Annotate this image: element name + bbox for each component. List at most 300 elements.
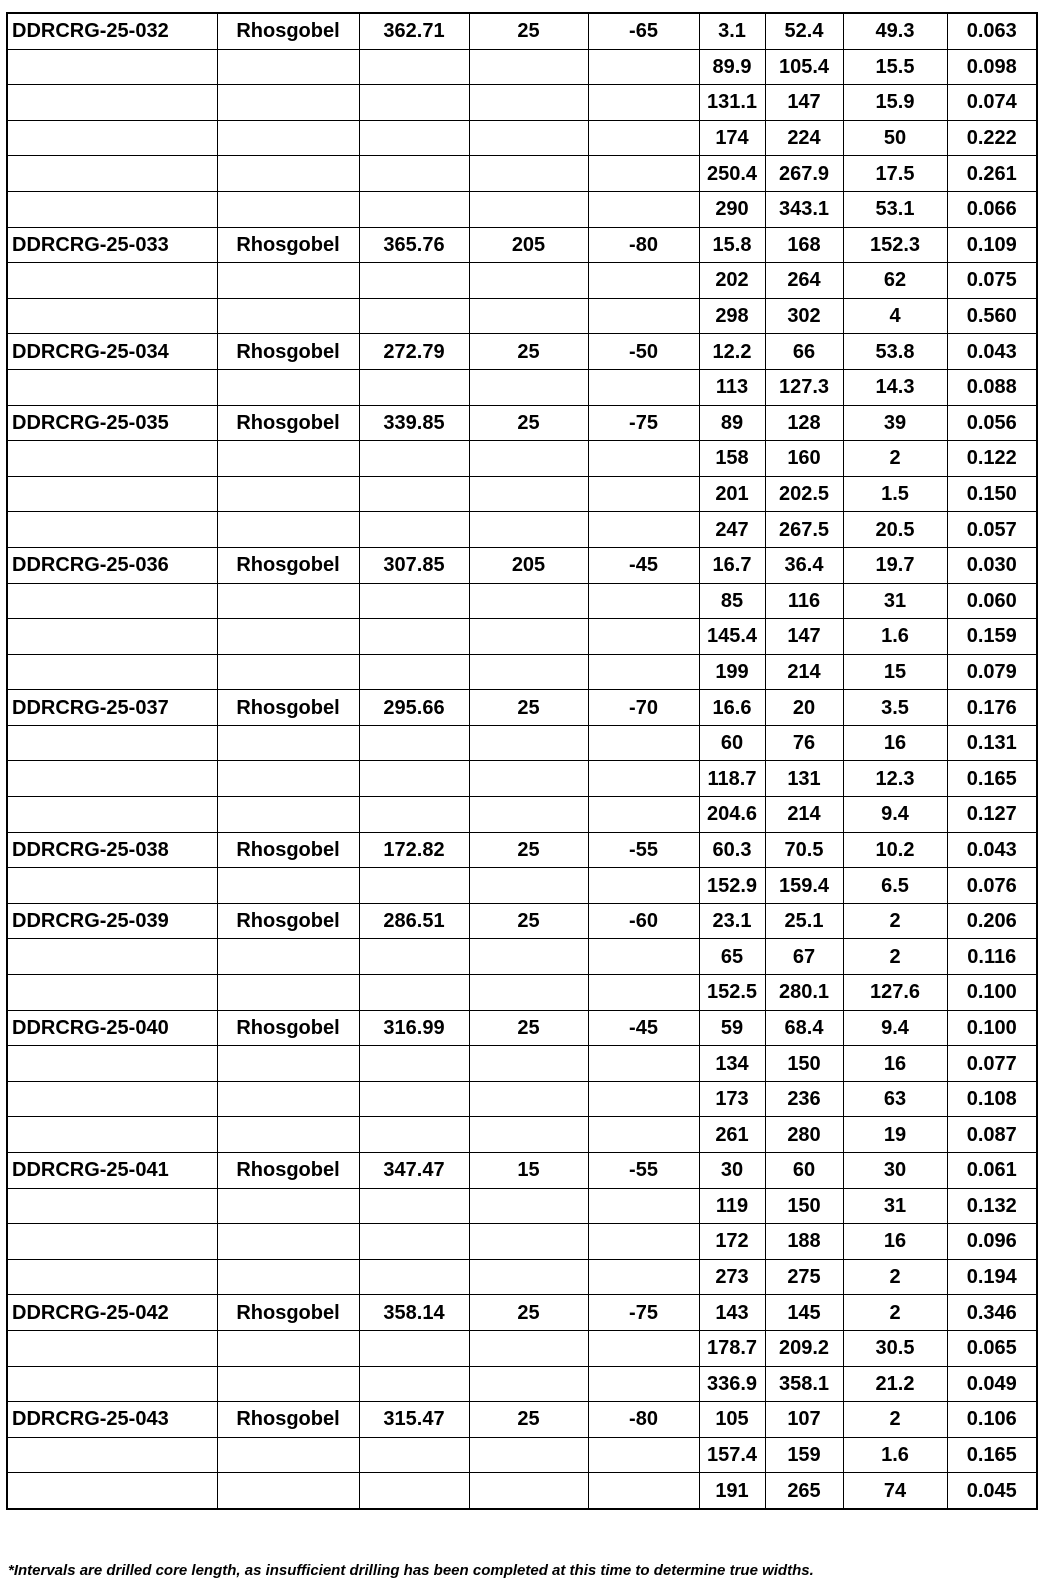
table-row: [7, 1295, 1037, 1331]
from-cell: 247: [699, 512, 765, 548]
hole-id-cell: [7, 797, 217, 833]
prospect-cell: [217, 85, 359, 121]
table-row: [7, 690, 1037, 726]
hole-id-cell: DDRCRG-25-040: [7, 1010, 217, 1046]
dip-cell: [588, 654, 699, 690]
prospect-cell: [217, 1046, 359, 1082]
hole-id-cell: [7, 85, 217, 121]
azimuth-cell: 25: [469, 334, 588, 370]
to-cell: 145: [765, 1295, 843, 1331]
interval-cell: 1.5: [843, 476, 947, 512]
prospect-cell: Rhosgobel: [217, 13, 359, 49]
dip-cell: [588, 156, 699, 192]
grade-cell: 0.098: [947, 49, 1037, 85]
table-row: [7, 1010, 1037, 1046]
to-cell: 358.1: [765, 1366, 843, 1402]
from-cell: 30: [699, 1153, 765, 1189]
to-cell: 66: [765, 334, 843, 370]
dip-cell: [588, 583, 699, 619]
to-cell: 131: [765, 761, 843, 797]
grade-cell: 0.065: [947, 1330, 1037, 1366]
from-cell: 157.4: [699, 1437, 765, 1473]
hole-id-cell: [7, 583, 217, 619]
table-row: [7, 1402, 1037, 1438]
azimuth-cell: [469, 441, 588, 477]
hole-id-cell: [7, 725, 217, 761]
prospect-cell: [217, 583, 359, 619]
elevation-cell: [359, 191, 469, 227]
hole-id-cell: [7, 369, 217, 405]
dip-cell: -80: [588, 1402, 699, 1438]
table-row: [7, 547, 1037, 583]
elevation-cell: [359, 512, 469, 548]
prospect-cell: Rhosgobel: [217, 405, 359, 441]
from-cell: 89: [699, 405, 765, 441]
table-row: [7, 619, 1037, 655]
grade-cell: 0.056: [947, 405, 1037, 441]
grade-cell: 0.261: [947, 156, 1037, 192]
elevation-cell: [359, 1188, 469, 1224]
azimuth-cell: [469, 975, 588, 1011]
interval-cell: 9.4: [843, 1010, 947, 1046]
azimuth-cell: [469, 476, 588, 512]
from-cell: 250.4: [699, 156, 765, 192]
elevation-cell: [359, 441, 469, 477]
grade-cell: 0.043: [947, 832, 1037, 868]
from-cell: 261: [699, 1117, 765, 1153]
azimuth-cell: [469, 1046, 588, 1082]
azimuth-cell: [469, 1330, 588, 1366]
from-cell: 191: [699, 1473, 765, 1509]
table-row: [7, 512, 1037, 548]
table-row: [7, 1366, 1037, 1402]
dip-cell: -70: [588, 690, 699, 726]
azimuth-cell: [469, 369, 588, 405]
prospect-cell: [217, 1259, 359, 1295]
prospect-cell: Rhosgobel: [217, 832, 359, 868]
elevation-cell: 307.85: [359, 547, 469, 583]
table-row: [7, 49, 1037, 85]
elevation-cell: 316.99: [359, 1010, 469, 1046]
to-cell: 343.1: [765, 191, 843, 227]
interval-cell: 12.3: [843, 761, 947, 797]
from-cell: 199: [699, 654, 765, 690]
from-cell: 105: [699, 1402, 765, 1438]
to-cell: 224: [765, 120, 843, 156]
dip-cell: [588, 868, 699, 904]
azimuth-cell: [469, 85, 588, 121]
grade-cell: 0.176: [947, 690, 1037, 726]
to-cell: 20: [765, 690, 843, 726]
elevation-cell: [359, 619, 469, 655]
hole-id-cell: [7, 1188, 217, 1224]
interval-cell: 15: [843, 654, 947, 690]
interval-cell: 30: [843, 1153, 947, 1189]
table-row: [7, 120, 1037, 156]
from-cell: 60: [699, 725, 765, 761]
grade-cell: 0.075: [947, 263, 1037, 299]
from-cell: 134: [699, 1046, 765, 1082]
elevation-cell: 286.51: [359, 903, 469, 939]
elevation-cell: [359, 725, 469, 761]
to-cell: 107: [765, 1402, 843, 1438]
table-row: [7, 227, 1037, 263]
prospect-cell: Rhosgobel: [217, 227, 359, 263]
from-cell: 173: [699, 1081, 765, 1117]
dip-cell: [588, 1259, 699, 1295]
azimuth-cell: 25: [469, 1010, 588, 1046]
azimuth-cell: [469, 1437, 588, 1473]
elevation-cell: 347.47: [359, 1153, 469, 1189]
azimuth-cell: [469, 619, 588, 655]
from-cell: 336.9: [699, 1366, 765, 1402]
to-cell: 128: [765, 405, 843, 441]
from-cell: 60.3: [699, 832, 765, 868]
grade-cell: 0.088: [947, 369, 1037, 405]
to-cell: 159: [765, 1437, 843, 1473]
prospect-cell: [217, 975, 359, 1011]
grade-cell: 0.194: [947, 1259, 1037, 1295]
hole-id-cell: DDRCRG-25-036: [7, 547, 217, 583]
to-cell: 150: [765, 1046, 843, 1082]
to-cell: 280: [765, 1117, 843, 1153]
hole-id-cell: DDRCRG-25-038: [7, 832, 217, 868]
to-cell: 265: [765, 1473, 843, 1509]
dip-cell: [588, 1473, 699, 1509]
azimuth-cell: 25: [469, 690, 588, 726]
grade-cell: 0.106: [947, 1402, 1037, 1438]
prospect-cell: [217, 369, 359, 405]
hole-id-cell: [7, 1259, 217, 1295]
grade-cell: 0.560: [947, 298, 1037, 334]
prospect-cell: Rhosgobel: [217, 334, 359, 370]
grade-cell: 0.087: [947, 1117, 1037, 1153]
grade-cell: 0.066: [947, 191, 1037, 227]
grade-cell: 0.222: [947, 120, 1037, 156]
to-cell: 60: [765, 1153, 843, 1189]
interval-cell: 16: [843, 725, 947, 761]
table-row: [7, 476, 1037, 512]
azimuth-cell: 205: [469, 547, 588, 583]
grade-cell: 0.030: [947, 547, 1037, 583]
azimuth-cell: [469, 1366, 588, 1402]
from-cell: 204.6: [699, 797, 765, 833]
elevation-cell: [359, 120, 469, 156]
elevation-cell: [359, 1224, 469, 1260]
dip-cell: [588, 191, 699, 227]
prospect-cell: [217, 120, 359, 156]
interval-cell: 9.4: [843, 797, 947, 833]
interval-cell: 2: [843, 939, 947, 975]
grade-cell: 0.109: [947, 227, 1037, 263]
hole-id-cell: [7, 939, 217, 975]
grade-cell: 0.165: [947, 761, 1037, 797]
interval-cell: 2: [843, 1295, 947, 1331]
to-cell: 302: [765, 298, 843, 334]
prospect-cell: Rhosgobel: [217, 1402, 359, 1438]
elevation-cell: 172.82: [359, 832, 469, 868]
hole-id-cell: DDRCRG-25-043: [7, 1402, 217, 1438]
elevation-cell: [359, 1081, 469, 1117]
azimuth-cell: [469, 1224, 588, 1260]
hole-id-cell: DDRCRG-25-037: [7, 690, 217, 726]
dip-cell: [588, 1117, 699, 1153]
table-row: [7, 583, 1037, 619]
table-row: [7, 369, 1037, 405]
azimuth-cell: [469, 583, 588, 619]
hole-id-cell: [7, 441, 217, 477]
prospect-cell: [217, 797, 359, 833]
hole-id-cell: [7, 512, 217, 548]
to-cell: 280.1: [765, 975, 843, 1011]
to-cell: 267.9: [765, 156, 843, 192]
prospect-cell: [217, 725, 359, 761]
elevation-cell: [359, 1117, 469, 1153]
dip-cell: [588, 1188, 699, 1224]
prospect-cell: Rhosgobel: [217, 1010, 359, 1046]
prospect-cell: Rhosgobel: [217, 1153, 359, 1189]
elevation-cell: [359, 156, 469, 192]
azimuth-cell: [469, 654, 588, 690]
elevation-cell: 362.71: [359, 13, 469, 49]
grade-cell: 0.159: [947, 619, 1037, 655]
elevation-cell: [359, 975, 469, 1011]
azimuth-cell: [469, 1259, 588, 1295]
hole-id-cell: [7, 1224, 217, 1260]
interval-cell: 19: [843, 1117, 947, 1153]
to-cell: 214: [765, 654, 843, 690]
hole-id-cell: [7, 120, 217, 156]
table-row: [7, 797, 1037, 833]
dip-cell: [588, 49, 699, 85]
interval-cell: 39: [843, 405, 947, 441]
dip-cell: [588, 939, 699, 975]
prospect-cell: [217, 1117, 359, 1153]
grade-cell: 0.043: [947, 334, 1037, 370]
hole-id-cell: DDRCRG-25-042: [7, 1295, 217, 1331]
elevation-cell: [359, 369, 469, 405]
table-row: [7, 1224, 1037, 1260]
dip-cell: [588, 369, 699, 405]
azimuth-cell: [469, 1081, 588, 1117]
dip-cell: [588, 263, 699, 299]
table-row: [7, 975, 1037, 1011]
to-cell: 25.1: [765, 903, 843, 939]
prospect-cell: Rhosgobel: [217, 1295, 359, 1331]
interval-cell: 16: [843, 1046, 947, 1082]
azimuth-cell: 25: [469, 13, 588, 49]
grade-cell: 0.076: [947, 868, 1037, 904]
table-row: [7, 939, 1037, 975]
interval-cell: 14.3: [843, 369, 947, 405]
from-cell: 59: [699, 1010, 765, 1046]
interval-cell: 152.3: [843, 227, 947, 263]
table-row: [7, 1046, 1037, 1082]
elevation-cell: 315.47: [359, 1402, 469, 1438]
dip-cell: [588, 298, 699, 334]
elevation-cell: [359, 1046, 469, 1082]
from-cell: 119: [699, 1188, 765, 1224]
prospect-cell: [217, 939, 359, 975]
to-cell: 209.2: [765, 1330, 843, 1366]
interval-cell: 63: [843, 1081, 947, 1117]
to-cell: 68.4: [765, 1010, 843, 1046]
prospect-cell: [217, 49, 359, 85]
to-cell: 275: [765, 1259, 843, 1295]
azimuth-cell: 205: [469, 227, 588, 263]
grade-cell: 0.100: [947, 975, 1037, 1011]
to-cell: 105.4: [765, 49, 843, 85]
azimuth-cell: [469, 298, 588, 334]
from-cell: 298: [699, 298, 765, 334]
grade-cell: 0.074: [947, 85, 1037, 121]
prospect-cell: [217, 761, 359, 797]
interval-cell: 2: [843, 1259, 947, 1295]
hole-id-cell: [7, 191, 217, 227]
from-cell: 12.2: [699, 334, 765, 370]
grade-cell: 0.131: [947, 725, 1037, 761]
interval-cell: 4: [843, 298, 947, 334]
from-cell: 85: [699, 583, 765, 619]
table-row: [7, 156, 1037, 192]
from-cell: 178.7: [699, 1330, 765, 1366]
to-cell: 188: [765, 1224, 843, 1260]
table-row: [7, 13, 1037, 49]
prospect-cell: [217, 1081, 359, 1117]
from-cell: 172: [699, 1224, 765, 1260]
interval-cell: 53.8: [843, 334, 947, 370]
dip-cell: [588, 1366, 699, 1402]
azimuth-cell: 25: [469, 832, 588, 868]
from-cell: 23.1: [699, 903, 765, 939]
elevation-cell: 358.14: [359, 1295, 469, 1331]
grade-cell: 0.132: [947, 1188, 1037, 1224]
azimuth-cell: [469, 868, 588, 904]
prospect-cell: [217, 476, 359, 512]
interval-cell: 127.6: [843, 975, 947, 1011]
to-cell: 67: [765, 939, 843, 975]
interval-cell: 1.6: [843, 1437, 947, 1473]
azimuth-cell: 25: [469, 1402, 588, 1438]
prospect-cell: [217, 512, 359, 548]
azimuth-cell: [469, 191, 588, 227]
interval-cell: 15.5: [843, 49, 947, 85]
grade-cell: 0.057: [947, 512, 1037, 548]
hole-id-cell: [7, 975, 217, 1011]
azimuth-cell: 25: [469, 1295, 588, 1331]
prospect-cell: [217, 868, 359, 904]
prospect-cell: Rhosgobel: [217, 547, 359, 583]
prospect-cell: [217, 1473, 359, 1509]
dip-cell: [588, 1081, 699, 1117]
interval-cell: 20.5: [843, 512, 947, 548]
to-cell: 214: [765, 797, 843, 833]
dip-cell: -80: [588, 227, 699, 263]
grade-cell: 0.206: [947, 903, 1037, 939]
grade-cell: 0.079: [947, 654, 1037, 690]
hole-id-cell: [7, 1330, 217, 1366]
prospect-cell: [217, 263, 359, 299]
table-row: [7, 85, 1037, 121]
table-row: [7, 1188, 1037, 1224]
to-cell: 76: [765, 725, 843, 761]
table-row: [7, 263, 1037, 299]
to-cell: 150: [765, 1188, 843, 1224]
hole-id-cell: [7, 654, 217, 690]
azimuth-cell: 15: [469, 1153, 588, 1189]
to-cell: 264: [765, 263, 843, 299]
to-cell: 160: [765, 441, 843, 477]
azimuth-cell: [469, 761, 588, 797]
from-cell: 273: [699, 1259, 765, 1295]
elevation-cell: [359, 868, 469, 904]
table-row: [7, 868, 1037, 904]
hole-id-cell: [7, 1081, 217, 1117]
dip-cell: -50: [588, 334, 699, 370]
hole-id-cell: [7, 263, 217, 299]
grade-cell: 0.116: [947, 939, 1037, 975]
azimuth-cell: [469, 939, 588, 975]
table-row: [7, 1259, 1037, 1295]
grade-cell: 0.063: [947, 13, 1037, 49]
prospect-cell: Rhosgobel: [217, 903, 359, 939]
table-row: [7, 1473, 1037, 1509]
azimuth-cell: [469, 1473, 588, 1509]
dip-cell: [588, 1330, 699, 1366]
dip-cell: [588, 619, 699, 655]
azimuth-cell: [469, 512, 588, 548]
hole-id-cell: [7, 476, 217, 512]
table-row: [7, 654, 1037, 690]
table-row: [7, 1153, 1037, 1189]
hole-id-cell: [7, 868, 217, 904]
to-cell: 70.5: [765, 832, 843, 868]
from-cell: 16.6: [699, 690, 765, 726]
prospect-cell: [217, 191, 359, 227]
from-cell: 16.7: [699, 547, 765, 583]
interval-cell: 31: [843, 1188, 947, 1224]
interval-cell: 17.5: [843, 156, 947, 192]
elevation-cell: [359, 1330, 469, 1366]
hole-id-cell: [7, 1117, 217, 1153]
dip-cell: [588, 761, 699, 797]
elevation-cell: [359, 85, 469, 121]
table-body: [7, 13, 1037, 1509]
to-cell: 127.3: [765, 369, 843, 405]
prospect-cell: [217, 1224, 359, 1260]
grade-cell: 0.150: [947, 476, 1037, 512]
azimuth-cell: [469, 1117, 588, 1153]
to-cell: 147: [765, 619, 843, 655]
hole-id-cell: [7, 1437, 217, 1473]
to-cell: 116: [765, 583, 843, 619]
to-cell: 202.5: [765, 476, 843, 512]
to-cell: 36.4: [765, 547, 843, 583]
elevation-cell: [359, 583, 469, 619]
dip-cell: -55: [588, 832, 699, 868]
elevation-cell: 365.76: [359, 227, 469, 263]
to-cell: 168: [765, 227, 843, 263]
azimuth-cell: [469, 49, 588, 85]
elevation-cell: [359, 797, 469, 833]
from-cell: 290: [699, 191, 765, 227]
from-cell: 152.9: [699, 868, 765, 904]
azimuth-cell: [469, 263, 588, 299]
prospect-cell: [217, 1366, 359, 1402]
elevation-cell: [359, 1473, 469, 1509]
table-row: [7, 405, 1037, 441]
azimuth-cell: 25: [469, 903, 588, 939]
